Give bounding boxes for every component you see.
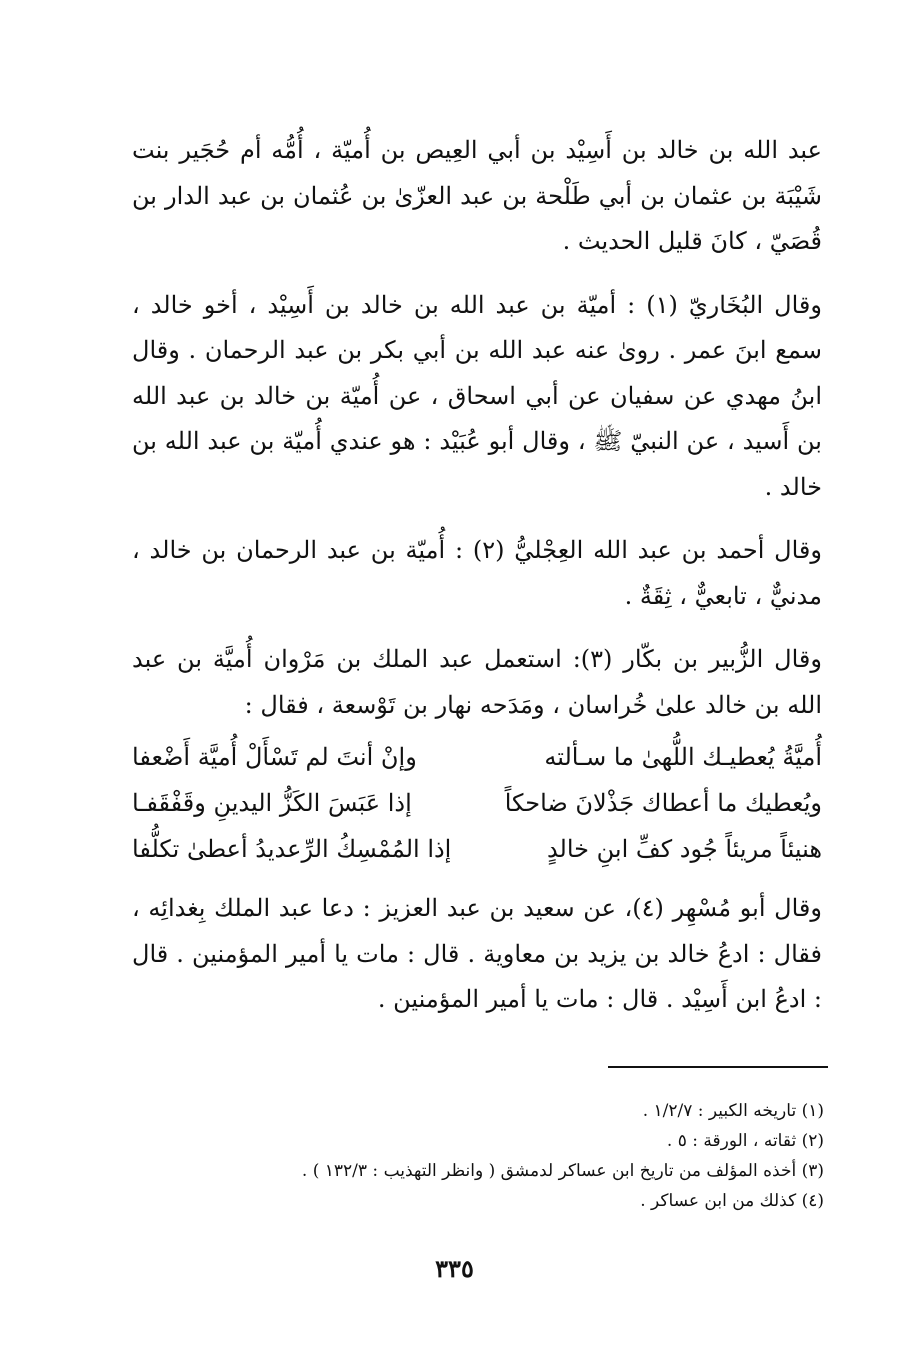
footnote-1: (١) تاريخه الكبير : ١/٢/٧ . xyxy=(642,1101,824,1121)
poem xyxy=(132,734,822,872)
paragraph-3: وقال أحمد بن عبد الله العِجْليُّ (٢) : أُميّة بن عبد الرحمان بن خالد ، مدنيٌّ ، تابعيٌّ ، ثِقَةٌ . xyxy=(132,536,822,610)
verse-first-hemistich: ويُعطيك ما أعطاك جَذْلانَ ضاحكاً xyxy=(504,789,822,817)
main-text xyxy=(132,128,822,1041)
footnote-divider xyxy=(608,1066,828,1068)
verse-first-hemistich: أُميَّةُ يُعطيـك اللُّهىٰ ما سـألته xyxy=(544,743,822,771)
verse-line xyxy=(132,734,822,780)
footnote-2: (٢) ثقاته ، الورقة : ٥ . xyxy=(666,1131,824,1151)
paragraph-1: عبد الله بن خالد بن أَسِيْد بن أبي العِيص بن أُميّة ، أُمُّه أم حُجَير بنت شَيْبَة بن عثمان بن أبي طَلْحة بن عبد العزّىٰ بن عُثمان بن عبد الدار بن قُصَيّ ، كانَ قليل الحديث . xyxy=(132,136,822,255)
paragraph-4: وقال الزُّبير بن بكّار (٣): استعمل عبد الملك بن مَرْوان أُميَّة بن عبد الله بن خالد علىٰ خُراسان ، ومَدَحه نهار بن تَوْسعة ، فقال : xyxy=(132,645,822,719)
page-number: ٣٣٥ xyxy=(435,1254,474,1283)
footnotes xyxy=(300,1096,824,1216)
verse-second-hemistich: إذا المُمْسِكُ الرِّعديدُ أعطىٰ تكلُّفا xyxy=(132,835,452,863)
verse-first-hemistich: هنيئاً مريئاً جُود كفِّ ابنِ خالدٍ xyxy=(546,835,822,863)
footnote-4: (٤) كذلك من ابن عساكر . xyxy=(640,1191,824,1211)
paragraph-2: وقال البُخَاريّ (١) : أميّة بن عبد الله بن خالد بن أَسِيْد ، أخو خالد ، سمع ابنَ عمر . روىٰ عنه عبد الله بن أبي بكر بن عبد الرحمان . وقال ابنُ مهدي عن سفيان عن أبي اسحاق ، عن أُميّة بن خالد بن عبد الله بن أَسيد ، عن النبيّ ﷺ ، وقال أبو عُبَيْد : هو عندي أُميّة بن عبد الله بن خالد . xyxy=(132,290,822,501)
footnote-3: (٣) أخذه المؤلف من تاريخ ابن عساكر لدمشق ( وانظر التهذيب : ١٣٢/٣ ) . xyxy=(301,1161,824,1181)
verse-second-hemistich: وإنْ أنتَ لم تَسْأَلْ أُميَّة أَضْعفا xyxy=(132,743,417,771)
verse-second-hemistich: إذا عَبَسَ الكَزُّ اليدينِ وقَفْقَفـا xyxy=(132,789,412,817)
verse-line xyxy=(132,780,822,826)
verse-line xyxy=(132,826,822,872)
paragraph-5: وقال أبو مُسْهِر (٤)، عن سعيد بن عبد العزيز : دعا عبد الملك بِغدائِه ، فقال : ادعُ خالد بن يزيد بن معاوية . قال : مات يا أمير المؤمنين . قال : ادعُ ابن أَسِيْد . قال : مات يا أمير المؤمنين . xyxy=(132,894,822,1013)
